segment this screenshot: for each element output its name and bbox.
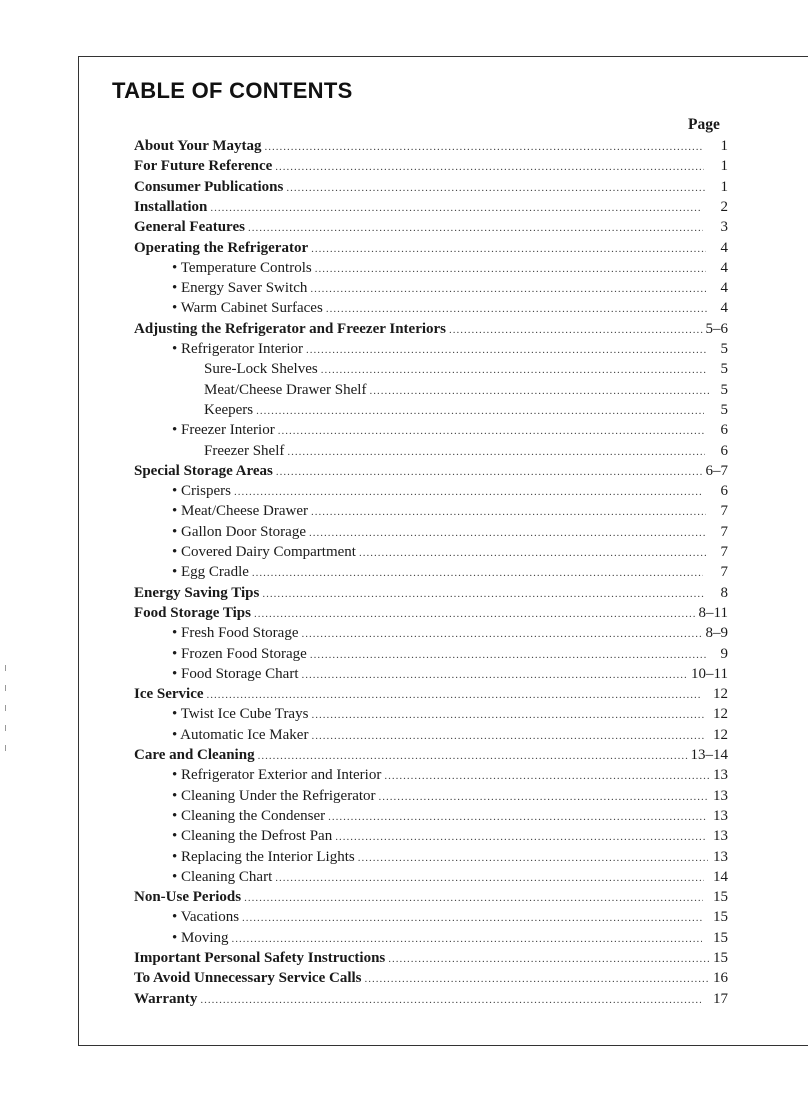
dot-leader bbox=[309, 525, 706, 541]
toc-entry[interactable] bbox=[134, 683, 728, 703]
toc-entry-label: • Moving bbox=[172, 930, 229, 946]
toc-entry[interactable] bbox=[172, 724, 728, 744]
toc-entry-label: • Replacing the Interior Lights bbox=[172, 849, 355, 865]
dot-leader bbox=[286, 180, 705, 196]
dot-leader bbox=[248, 220, 703, 236]
dot-leader bbox=[326, 301, 707, 317]
dot-leader bbox=[254, 606, 696, 622]
toc-entry-label: • Warm Cabinet Surfaces bbox=[172, 300, 323, 316]
dot-leader bbox=[287, 444, 705, 460]
dot-leader bbox=[311, 504, 706, 520]
toc-entry-page: 13 bbox=[713, 849, 728, 865]
toc-entry-page: 1 bbox=[720, 138, 728, 154]
dot-leader bbox=[365, 971, 709, 987]
dot-leader bbox=[210, 200, 701, 216]
toc-entry-page: 15 bbox=[713, 909, 728, 925]
toc-entry-label: • Meat/Cheese Drawer bbox=[172, 503, 309, 519]
toc-entry[interactable] bbox=[172, 521, 728, 541]
toc-entry[interactable] bbox=[172, 703, 728, 723]
toc-entry-page: 4 bbox=[720, 300, 728, 316]
toc-entry-label: Important Personal Safety Instructions bbox=[134, 950, 386, 966]
toc-entry-page: 1 bbox=[720, 179, 728, 195]
toc-entry-label: • Temperature Controls bbox=[172, 260, 312, 276]
toc-entry-label: About Your Maytag bbox=[134, 138, 262, 154]
toc-entry[interactable] bbox=[172, 927, 728, 947]
toc-entry-page: 7 bbox=[720, 503, 728, 519]
toc-entry-page: 4 bbox=[720, 240, 728, 256]
toc-entry-label: Keepers bbox=[204, 402, 254, 418]
toc-entry-label: Ice Service bbox=[134, 686, 204, 702]
toc-entry-page: 6 bbox=[720, 443, 728, 459]
toc-entry[interactable] bbox=[134, 318, 728, 338]
toc-entry[interactable] bbox=[172, 805, 728, 825]
toc-entry[interactable] bbox=[172, 866, 728, 886]
toc-entry-page: 9 bbox=[720, 646, 728, 662]
dot-leader bbox=[315, 261, 707, 277]
dot-leader bbox=[244, 890, 703, 906]
dot-leader bbox=[265, 139, 704, 155]
dot-leader bbox=[232, 931, 703, 947]
dot-leader bbox=[369, 383, 708, 399]
toc-entry-label: Operating the Refrigerator bbox=[134, 240, 309, 256]
toc-entry-label: Adjusting the Refrigerator and Freezer Interiors bbox=[134, 321, 447, 337]
dot-leader bbox=[262, 586, 704, 602]
toc-entry-page: 6 bbox=[720, 483, 728, 499]
toc-entry-label: • Energy Saver Switch bbox=[172, 280, 308, 296]
toc-entry[interactable] bbox=[172, 764, 728, 784]
dot-leader bbox=[200, 992, 701, 1008]
toc-entry-page: 1 bbox=[720, 158, 728, 174]
dot-leader bbox=[384, 768, 709, 784]
toc-entry-page: 7 bbox=[720, 564, 728, 580]
dot-leader bbox=[311, 707, 706, 723]
dot-leader bbox=[328, 809, 707, 825]
toc-entry-label: Consumer Publications bbox=[134, 179, 284, 195]
toc-entry[interactable] bbox=[134, 135, 728, 155]
toc-entry[interactable] bbox=[172, 419, 728, 439]
toc-entry-label: • Frozen Food Storage bbox=[172, 646, 307, 662]
dot-leader bbox=[306, 342, 706, 358]
page-title: TABLE OF CONTENTS bbox=[112, 78, 353, 103]
toc-entry[interactable] bbox=[134, 967, 728, 987]
toc-entry-label: • Covered Dairy Compartment bbox=[172, 544, 356, 560]
toc-entry-label: To Avoid Unnecessary Service Calls bbox=[134, 970, 362, 986]
toc-entry[interactable] bbox=[134, 216, 728, 236]
toc-entry[interactable] bbox=[172, 257, 728, 277]
toc-entry-label: • Cleaning the Condenser bbox=[172, 808, 326, 824]
toc-entry-page: 12 bbox=[713, 727, 728, 743]
toc-entry-page: 15 bbox=[713, 930, 728, 946]
page-column-header: Page bbox=[688, 116, 720, 133]
dot-leader bbox=[388, 951, 709, 967]
toc-entry-label: Special Storage Areas bbox=[134, 463, 273, 479]
toc-entry[interactable] bbox=[172, 663, 728, 683]
toc-entry[interactable] bbox=[172, 643, 728, 663]
toc-entry-page: 8 bbox=[720, 585, 728, 601]
dot-leader bbox=[234, 484, 703, 500]
toc-entry-label: • Automatic Ice Maker bbox=[172, 727, 309, 743]
toc-entry-page: 15 bbox=[713, 889, 728, 905]
toc-entry-page: 5 bbox=[720, 382, 728, 398]
toc-entry[interactable] bbox=[172, 906, 728, 926]
dot-leader bbox=[276, 464, 703, 480]
toc-entry-label: For Future Reference bbox=[134, 158, 273, 174]
dot-leader bbox=[335, 829, 707, 845]
dot-leader bbox=[359, 545, 708, 561]
toc-entry-label: Non-Use Periods bbox=[134, 889, 242, 905]
toc-entry-page: 15 bbox=[713, 950, 728, 966]
toc-entry[interactable] bbox=[134, 460, 728, 480]
toc-entry-page: 7 bbox=[720, 544, 728, 560]
toc-entry-label: • Vacations bbox=[172, 909, 240, 925]
toc-entry-page: 7 bbox=[720, 524, 728, 540]
toc-entry-label: • Crispers bbox=[172, 483, 231, 499]
dot-leader bbox=[252, 565, 703, 581]
toc-entry-label: • Twist Ice Cube Trays bbox=[172, 706, 309, 722]
toc-entry[interactable] bbox=[204, 399, 728, 419]
toc-entry-label: • Freezer Interior bbox=[172, 422, 275, 438]
toc-entry-label: • Food Storage Chart bbox=[172, 666, 299, 682]
toc-entry-label: Energy Saving Tips bbox=[134, 585, 260, 601]
toc-entry[interactable] bbox=[204, 440, 728, 460]
toc-entry-page: 14 bbox=[713, 869, 728, 885]
toc-entry-page: 12 bbox=[713, 706, 728, 722]
toc-entry[interactable] bbox=[172, 541, 728, 561]
dot-leader bbox=[302, 667, 689, 683]
toc-entry-page: 10–11 bbox=[691, 666, 728, 682]
dot-leader bbox=[242, 910, 703, 926]
dot-leader bbox=[302, 626, 703, 642]
toc-entry-page: 13 bbox=[713, 767, 728, 783]
toc-entry-label: Food Storage Tips bbox=[134, 605, 251, 621]
toc-entry[interactable] bbox=[172, 622, 728, 642]
toc-entry-label: • Cleaning Chart bbox=[172, 869, 273, 885]
toc-entry-label: • Cleaning Under the Refrigerator bbox=[172, 788, 376, 804]
toc-entry-page: 2 bbox=[720, 199, 728, 215]
toc-entry[interactable] bbox=[134, 744, 728, 764]
toc-entry-label: • Egg Cradle bbox=[172, 564, 249, 580]
toc-entry-page: 13 bbox=[713, 828, 728, 844]
toc-entry[interactable] bbox=[172, 846, 728, 866]
dot-leader bbox=[258, 748, 688, 764]
toc-entry-label: • Cleaning the Defrost Pan bbox=[172, 828, 333, 844]
dot-leader bbox=[311, 728, 706, 744]
toc-entry-page: 4 bbox=[720, 260, 728, 276]
toc-entry-page: 5–6 bbox=[705, 321, 728, 337]
dot-leader bbox=[310, 647, 706, 663]
toc-entry-page: 8–9 bbox=[705, 625, 728, 641]
toc-entry-label: Care and Cleaning bbox=[134, 747, 255, 763]
toc-entry-page: 16 bbox=[713, 970, 728, 986]
toc-entry-page: 12 bbox=[713, 686, 728, 702]
toc-entry[interactable] bbox=[172, 338, 728, 358]
toc-entry-page: 8–11 bbox=[698, 605, 728, 621]
dot-leader bbox=[207, 687, 702, 703]
toc-entry[interactable] bbox=[172, 480, 728, 500]
toc-entry[interactable] bbox=[134, 582, 728, 602]
toc-entry[interactable] bbox=[172, 500, 728, 520]
dot-leader bbox=[275, 870, 704, 886]
toc-entry[interactable] bbox=[134, 602, 728, 622]
toc-entry-label: Installation bbox=[134, 199, 208, 215]
toc-entry-page: 5 bbox=[720, 341, 728, 357]
toc-entry-label: General Features bbox=[134, 219, 245, 235]
toc-entry-page: 6 bbox=[720, 422, 728, 438]
toc-entry-label: • Fresh Food Storage bbox=[172, 625, 299, 641]
dot-leader bbox=[256, 403, 703, 419]
toc-entry[interactable] bbox=[204, 379, 728, 399]
toc-entry[interactable] bbox=[172, 297, 728, 317]
toc-entry[interactable] bbox=[134, 196, 728, 216]
dot-leader bbox=[310, 281, 706, 297]
toc-entry-page: 13–14 bbox=[690, 747, 728, 763]
dot-leader bbox=[278, 423, 705, 439]
toc-entry-label: • Gallon Door Storage bbox=[172, 524, 306, 540]
toc-entry[interactable] bbox=[204, 358, 728, 378]
toc-entry[interactable] bbox=[134, 988, 728, 1008]
toc-entry-label: Freezer Shelf bbox=[204, 443, 285, 459]
toc-entry[interactable] bbox=[134, 155, 728, 175]
dot-leader bbox=[311, 241, 706, 257]
toc-entry-page: 4 bbox=[720, 280, 728, 296]
toc-entry-page: 3 bbox=[720, 219, 728, 235]
toc-entry[interactable] bbox=[172, 277, 728, 297]
toc-entry-label: • Refrigerator Interior bbox=[172, 341, 304, 357]
toc-entry[interactable] bbox=[172, 825, 728, 845]
toc-entry-page: 13 bbox=[713, 808, 728, 824]
dot-leader bbox=[449, 322, 702, 338]
toc-entry-label: Meat/Cheese Drawer Shelf bbox=[204, 382, 367, 398]
toc-entry-page: 17 bbox=[713, 991, 728, 1007]
toc-entry-page: 5 bbox=[720, 361, 728, 377]
dot-leader bbox=[358, 850, 709, 866]
toc-entry-label: • Refrigerator Exterior and Interior bbox=[172, 767, 382, 783]
toc-entry-page: 13 bbox=[713, 788, 728, 804]
margin-marks bbox=[5, 665, 7, 775]
toc-entry[interactable] bbox=[134, 176, 728, 196]
toc-entry-page: 5 bbox=[720, 402, 728, 418]
toc-entry[interactable] bbox=[134, 237, 728, 257]
dot-leader bbox=[321, 362, 707, 378]
toc-entry[interactable] bbox=[172, 785, 728, 805]
toc-entry-label: Warranty bbox=[134, 991, 198, 1007]
toc-entry-label: Sure-Lock Shelves bbox=[204, 361, 318, 377]
dot-leader bbox=[275, 159, 704, 175]
toc-entry[interactable] bbox=[134, 947, 728, 967]
dot-leader bbox=[379, 789, 710, 805]
toc-entry-page: 6–7 bbox=[705, 463, 728, 479]
toc-entry[interactable] bbox=[172, 561, 728, 581]
toc-entry[interactable] bbox=[134, 886, 728, 906]
